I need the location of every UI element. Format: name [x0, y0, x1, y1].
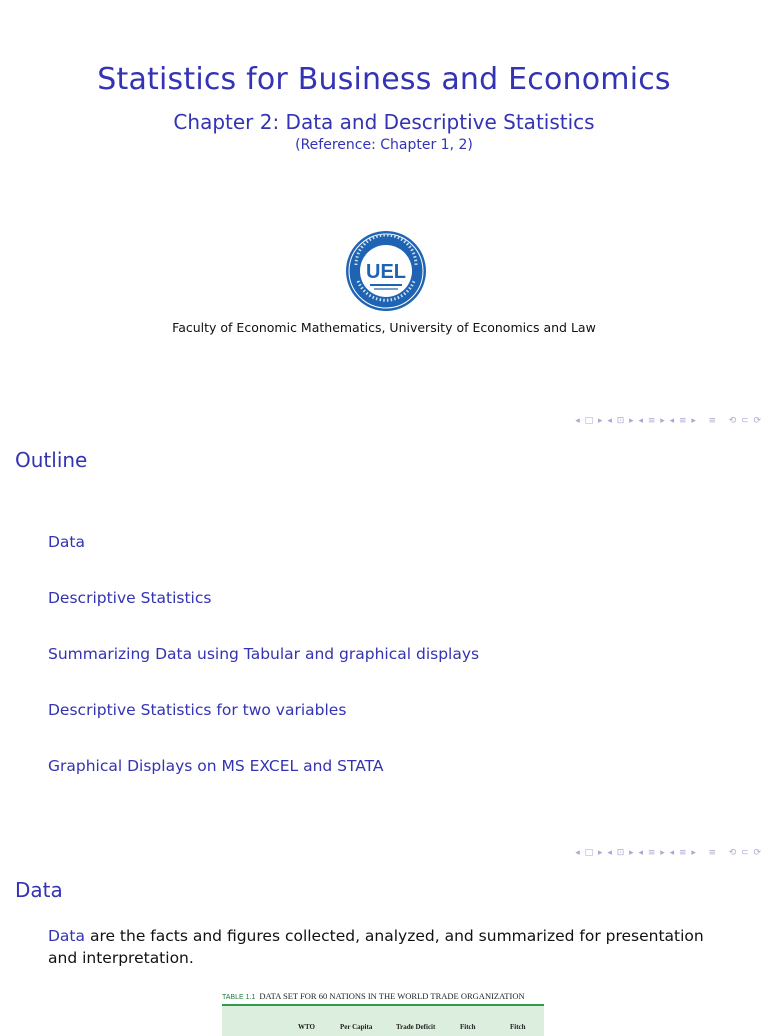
outline-item-two-variables[interactable]: Descriptive Statistics for two variables — [48, 701, 347, 719]
chapter-subtitle: Chapter 2: Data and Descriptive Statistics — [173, 110, 595, 134]
institute-name: Faculty of Economic Mathematics, University of Economics and Law — [172, 320, 596, 335]
outline-item-descriptive-statistics[interactable]: Descriptive Statistics — [48, 589, 212, 607]
table-header-per-capita: Per Capita — [340, 1023, 373, 1031]
table-header-row — [222, 1006, 544, 1036]
frame-title-data: Data — [15, 878, 63, 902]
table-header-trade-deficit: Trade Deficit — [396, 1023, 436, 1031]
presentation-title: Statistics for Business and Economics — [97, 62, 671, 97]
outline-item-data[interactable]: Data — [48, 533, 86, 551]
reference-note: (Reference: Chapter 1, 2) — [295, 137, 473, 153]
outline-item-graphical-displays[interactable]: Graphical Displays on MS EXCEL and STATA — [48, 757, 384, 775]
table-caption-text: DATA SET FOR 60 NATIONS IN THE WORLD TRADE ORGANIZATION — [259, 991, 525, 1001]
uel-logo — [344, 229, 428, 313]
beamer-navigation-icons[interactable]: ◂ □ ▸ ◂ ⊡ ▸ ◂ ≡ ▸ ◂ ≡ ▸ ≡ ⟲ ⊂ ⟳ — [575, 416, 762, 426]
table-header-fitch-1: Fitch — [460, 1023, 476, 1031]
definition-term[interactable]: Data — [48, 927, 86, 945]
logo-text: UEL — [366, 261, 406, 283]
table-header-fitch-2: Fitch — [510, 1023, 526, 1031]
table-header-wto: WTO — [298, 1023, 315, 1031]
definition-text: are the facts and figures collected, analyzed, and summarized for presentation and interpretation. — [48, 927, 704, 967]
title-slide — [0, 0, 768, 432]
outline-slide — [0, 432, 768, 864]
data-definition — [48, 925, 718, 969]
wto-table-image — [222, 986, 544, 1031]
frame-title-outline: Outline — [15, 448, 88, 472]
table-caption — [222, 986, 544, 1001]
data-slide — [0, 864, 768, 1031]
beamer-navigation-icons[interactable]: ◂ □ ▸ ◂ ⊡ ▸ ◂ ≡ ▸ ◂ ≡ ▸ ≡ ⟲ ⊂ ⟳ — [575, 848, 762, 858]
outline-item-summarizing-data[interactable]: Summarizing Data using Tabular and graphical displays — [48, 645, 480, 663]
outline-list — [48, 532, 479, 812]
table-number: TABLE 1.1 — [222, 994, 256, 1001]
